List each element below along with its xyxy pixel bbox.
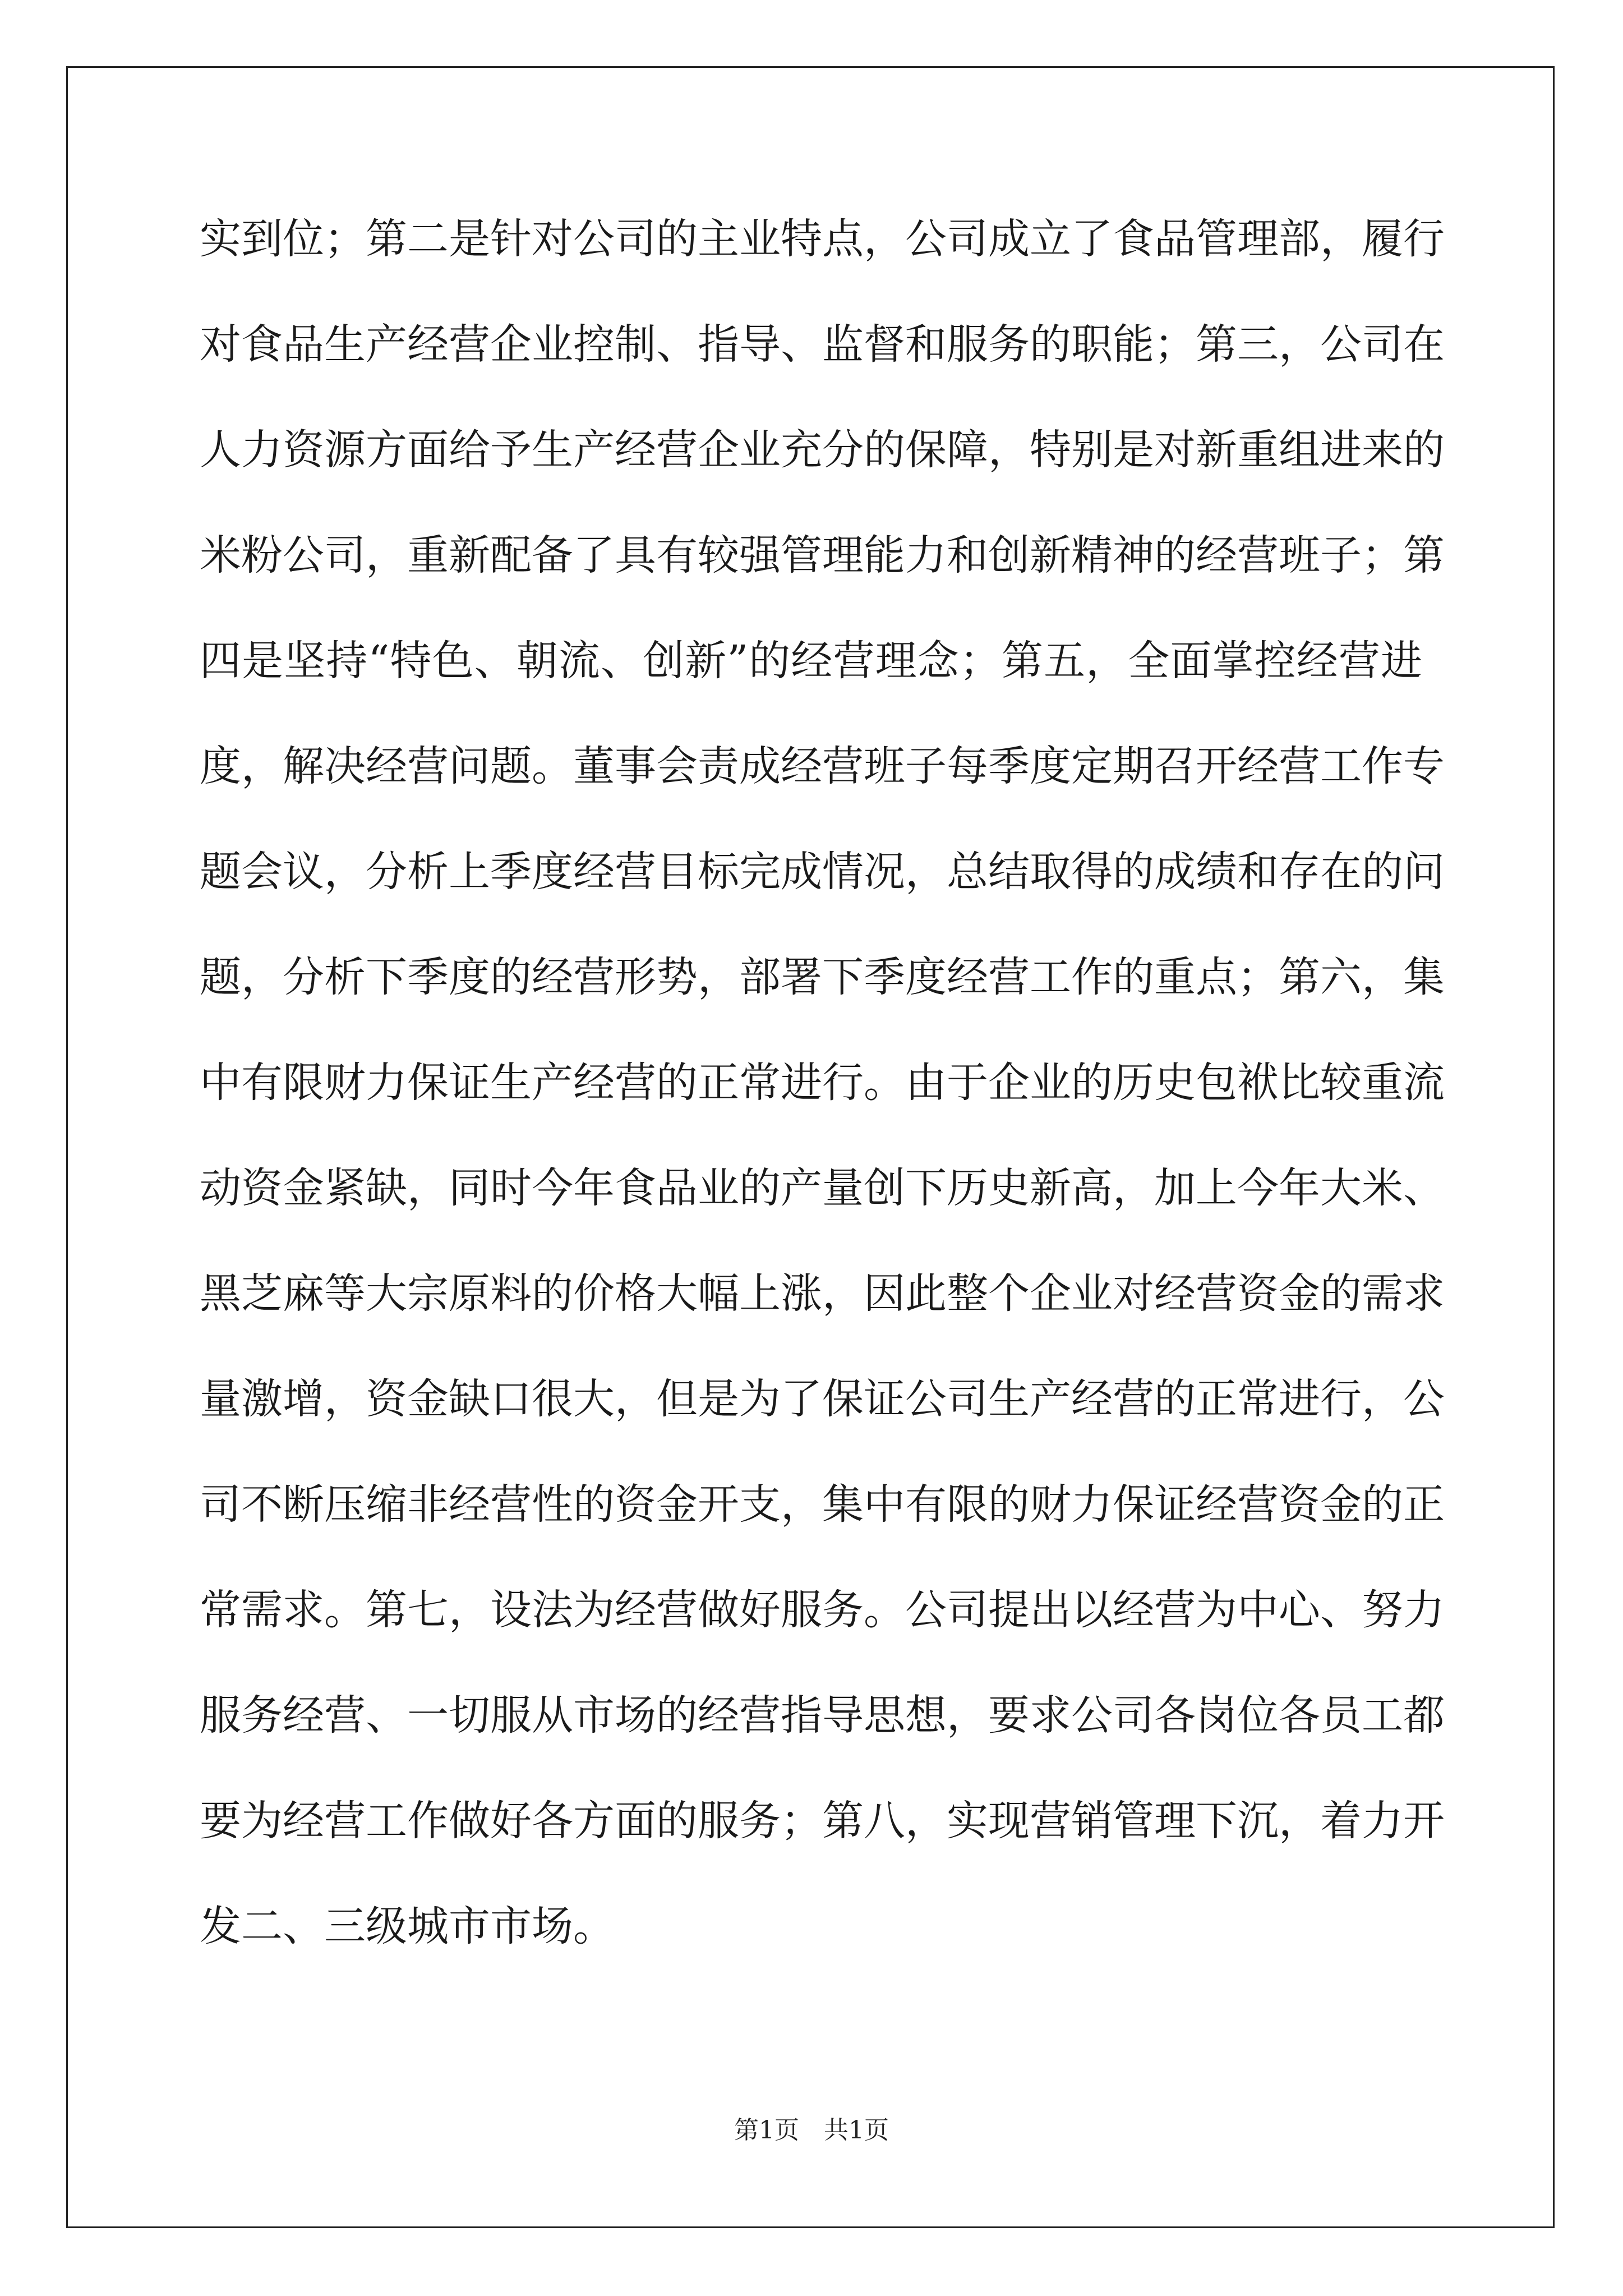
text-line: 黑芝麻等大宗原料的价格大幅上涨，因此整个企业对经营资金的需求 [200, 1269, 1445, 1318]
text-line: 对食品生产经营企业控制、指导、监督和服务的职能；第三，公司在 [200, 320, 1445, 369]
text-line: 司不断压缩非经营性的资金开支，集中有限的财力保证经营资金的正 [200, 1480, 1445, 1529]
text-line: 常需求。第七，设法为经营做好服务。公司提出以经营为中心、努力 [200, 1586, 1445, 1634]
page-number: 第1页 [734, 2116, 799, 2145]
text-line: 要为经营工作做好各方面的服务；第八，实现营销管理下沉，着力开 [200, 1797, 1445, 1845]
text-line: 四是坚持“特色、朝流、创新”的经营理念；第五，全面掌控经营进 [200, 637, 1422, 685]
text-line: 发二、三级城市市场。 [200, 1902, 615, 1950]
text-line: 人力资源方面给予生产经营企业充分的保障，特别是对新重组进来的 [200, 426, 1445, 474]
document-body [200, 186, 1445, 1979]
text-line: 实到位；第二是针对公司的主业特点，公司成立了食品管理部，履行 [200, 215, 1445, 263]
text-line: 量激增，资金缺口很大，但是为了保证公司生产经营的正常进行，公 [200, 1375, 1445, 1423]
text-line: 米粉公司，重新配备了具有较强管理能力和创新精神的经营班子；第 [200, 531, 1445, 579]
text-line: 中有限财力保证生产经营的正常进行。由于企业的历史包袱比较重流 [200, 1059, 1445, 1107]
text-line: 动资金紧缺，同时今年食品业的产量创下历史新高，加上今年大米、 [200, 1164, 1445, 1212]
page-footer [0, 2114, 1623, 2147]
text-line: 题会议，分析上季度经营目标完成情况，总结取得的成绩和存在的问 [200, 848, 1445, 896]
page-total: 共1页 [824, 2116, 889, 2145]
text-line: 度，解决经营问题。董事会责成经营班子每季度定期召开经营工作专 [200, 742, 1445, 790]
text-line: 题，分析下季度的经营形势，部署下季度经营工作的重点；第六，集 [200, 953, 1445, 1001]
text-line: 服务经营、一切服从市场的经营指导思想，要求公司各岗位各员工都 [200, 1691, 1445, 1740]
